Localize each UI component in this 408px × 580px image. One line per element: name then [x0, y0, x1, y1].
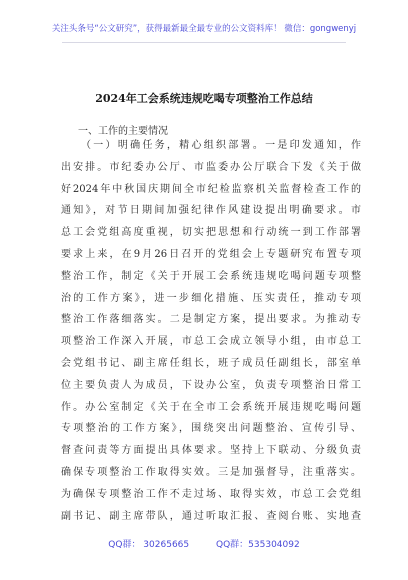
body-line: （一）明确任务，精心组织部署。一是印发通知，作: [81, 140, 361, 151]
body-line: 治的工作方案》，进一步细化措施、压实责任，推动专项: [61, 292, 361, 304]
body-line: 为确保专项整治工作不走过场、取得实效，市总工会党组: [61, 488, 361, 500]
footer-contacts: [0, 537, 408, 550]
qq-group-1: QQ群： 30265665: [108, 540, 190, 550]
body-line: 会党组书记、副主席任组长，班子成员任副组长，部室单: [61, 357, 361, 369]
body-line: 好2024年中秋国庆期间全市纪检监察机关监督检查工作的: [61, 183, 361, 195]
body-line: 总工会党组高度重视，切实把思想和行动统一到工作部署: [61, 227, 361, 239]
body-line: 要求上来，在9月26日召开的党组会上专题研究布置专项: [61, 248, 361, 260]
header-promo: 关注头条号“公文研究”，获得最新最全最专业的公文资料库！ 微信：gongwenyj: [51, 24, 357, 34]
body-line: 通知》，对节日期间加强纪律作风建设提出明确要求。市: [61, 205, 361, 217]
body-line: 项整治工作深入开展，市总工会成立领导小组，由市总工: [61, 336, 361, 348]
section-heading: 一、工作的主要情况: [78, 126, 168, 137]
document-title: 2024年工会系统违规吃喝专项整治工作总结: [95, 92, 313, 105]
header-divider: [62, 42, 346, 43]
body-line: 出安排。市纪委办公厅、市监委办公厅联合下发《关于做: [61, 161, 361, 173]
body-line: 确保专项整治工作取得实效。三是加强督导，注重落实。: [61, 466, 361, 478]
document-body: [61, 135, 361, 527]
body-line: 督查问责等方面提出具体要求。坚持上下联动、分级负责: [61, 445, 361, 457]
body-line: 位主要负责人为成员，下设办公室，负责专项整治日常工: [61, 379, 361, 391]
body-line: 专项整治的工作方案》，围绕突出问题整治、宣传引导、: [61, 423, 361, 435]
body-line: 整治工作，制定《关于开展工会系统违规吃喝问题专项整: [61, 270, 361, 282]
body-line: 作。办公室制定《关于在全市工会系统开展违规吃喝问题: [61, 401, 361, 413]
body-line: 副书记、副主席带队，通过听取汇报、查阅台账、实地查: [61, 510, 361, 522]
body-line: 整治工作落细落实。二是制定方案，提出要求。为推动专: [61, 314, 361, 326]
qq-group-2: QQ群：535304092: [216, 540, 300, 550]
